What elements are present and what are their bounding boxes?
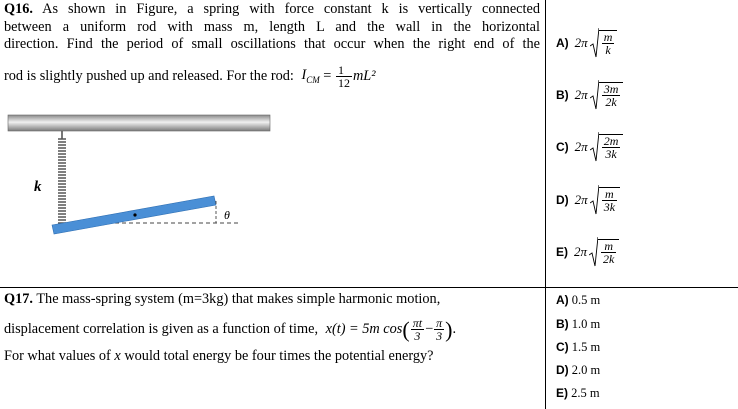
q16-line-3: direction. Find the period of small oscillations that occur when the right end of the <box>4 36 540 52</box>
question-16 <box>4 1 540 90</box>
q17-option-d[interactable]: D) 2.0 m <box>556 363 601 377</box>
sqrt-icon: $\frac{3m}{2k}$ <box>590 80 624 110</box>
sqrt-icon: $\frac{2m}{3k}$ <box>590 132 624 162</box>
q16-option-b[interactable]: B) 2π $\frac{3m}{2k}$ <box>556 80 623 110</box>
q16-option-a[interactable]: A) 2π $\frac{m}{k}$ <box>556 28 617 58</box>
q16-line-1: Q16. As shown in Figure, a spring with force constant k is vertically connected <box>4 1 540 17</box>
q17-option-e[interactable]: E) 2.5 m <box>556 386 600 400</box>
q17-option-c[interactable]: C) 1.5 m <box>556 340 601 354</box>
q17-line-2: displacement correlation is given as a function of time, x(t) = 5m cos( $\frac{\pi t}{3}$ − $\frac{\pi}{3}$ ). <box>4 316 457 343</box>
q16-option-d[interactable]: D) 2π $\frac{m}{3k}$ <box>556 185 620 215</box>
displacement-equation: x(t) = 5m cos <box>325 320 403 337</box>
q17-line-1: Q17. The mass-spring system (m=3kg) that makes simple harmonic motion, <box>4 291 441 307</box>
q17-option-a[interactable]: A) 0.5 m <box>556 293 601 307</box>
q17-number: Q17. <box>4 291 33 307</box>
sqrt-icon: $\frac{m}{3k}$ <box>590 185 620 215</box>
row-divider <box>0 287 738 288</box>
question-17 <box>4 291 540 365</box>
inertia-symbol: $I_{CM}$ <box>301 67 320 86</box>
q16-line-2: between a uniform rod with mass m, length L and the wall in the horizontal <box>4 18 540 35</box>
ceiling-wall <box>8 115 270 131</box>
q17-option-b[interactable]: B) 1.0 m <box>556 317 601 331</box>
sqrt-icon: $\frac{m}{2k}$ <box>589 237 619 267</box>
q16-option-c[interactable]: C) 2π $\frac{2m}{3k}$ <box>556 132 623 162</box>
q16-option-e[interactable]: E) 2π $\frac{m}{2k}$ <box>556 237 619 267</box>
q17-line-3: For what values of x would total energy be four times the potential energy? <box>4 348 434 364</box>
angle-label: θ <box>224 208 230 222</box>
spring-constant-label: k <box>34 179 42 195</box>
q16-options <box>556 0 736 287</box>
q16-line-4: rod is slightly pushed up and released. For the rod: $I_{CM}$ = $\frac{1}{12}$ mL² <box>4 62 376 90</box>
q16-number: Q16. <box>4 1 33 17</box>
column-divider <box>545 0 546 409</box>
spring <box>58 131 66 229</box>
spring-rod-figure <box>0 105 300 255</box>
center-of-mass <box>133 213 136 216</box>
sqrt-icon: $\frac{m}{k}$ <box>590 28 618 58</box>
inertia-fraction: $\frac{1}{12}$ <box>337 62 350 90</box>
